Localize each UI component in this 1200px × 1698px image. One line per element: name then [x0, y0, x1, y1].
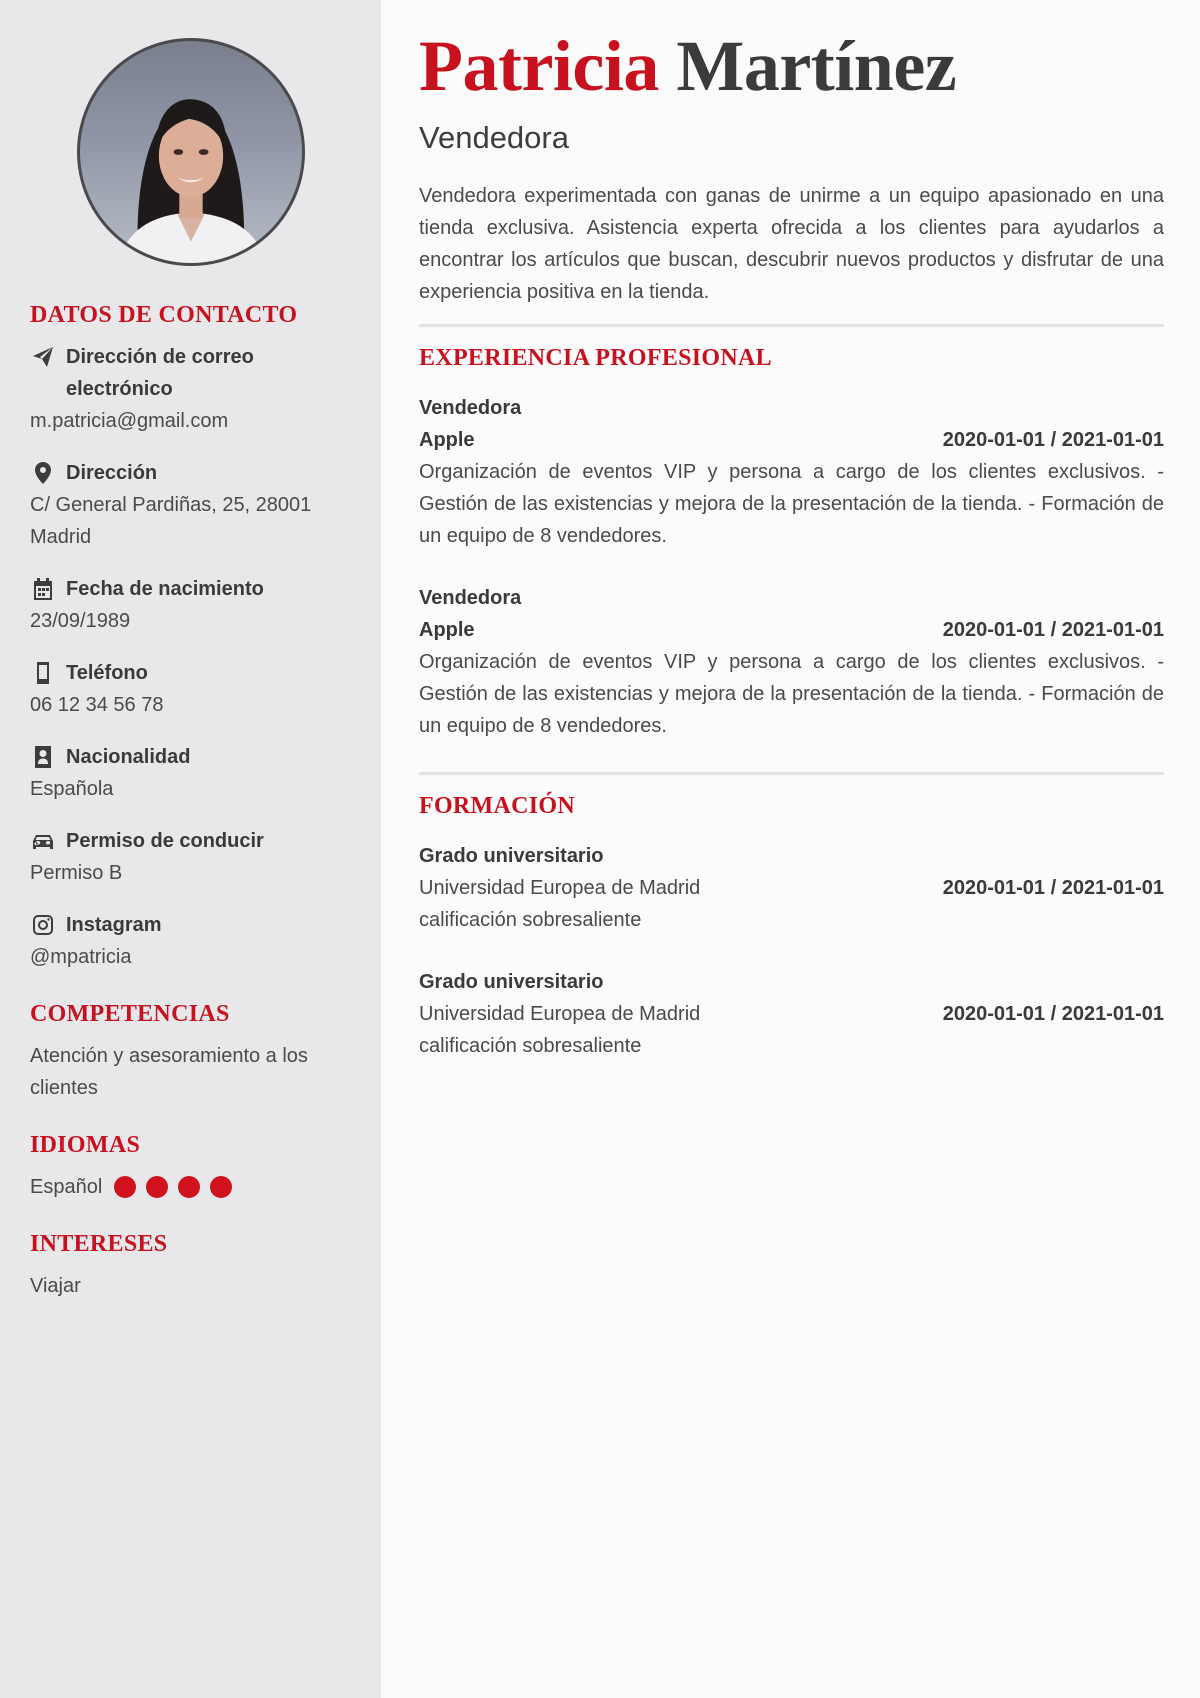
- contact-birthdate-label: Fecha de nacimiento: [66, 578, 264, 600]
- education-meta: [419, 998, 1164, 1030]
- education-dates: 2020-01-01 / 2021-01-01: [942, 877, 1164, 899]
- interests-heading: INTERESES: [30, 1231, 168, 1257]
- experience-dates: 2020-01-01 / 2021-01-01: [942, 619, 1164, 641]
- contact-instagram-label-row: [30, 909, 351, 941]
- experience-meta: [419, 424, 1164, 456]
- id-badge-icon: [30, 741, 56, 773]
- map-pin-icon: [30, 457, 56, 489]
- experience-meta: [419, 614, 1164, 646]
- languages-heading: IDIOMAS: [30, 1132, 141, 1158]
- contact-address-label-row: [30, 457, 351, 489]
- contact-heading: DATOS DE CONTACTO: [30, 302, 298, 328]
- contact-birthdate-value: 23/09/1989: [30, 610, 131, 632]
- contact-license: [30, 825, 351, 889]
- contact-nationality-value: Española: [30, 778, 114, 800]
- language-item: [30, 1171, 351, 1203]
- experience-title: Vendedora: [419, 397, 522, 419]
- level-dot: [210, 1176, 232, 1198]
- paper-plane-icon: [30, 341, 56, 373]
- education-note: calificación sobresaliente: [419, 1035, 642, 1057]
- experience-description: Organización de eventos VIP y persona a cargo de los clientes exclusivos. - Gestión de las existencias y mejora de la presentación de la tienda. - Formación de un equipo de 8 vendedores.: [419, 651, 1164, 737]
- education-title: Grado universitario: [419, 971, 604, 993]
- contact-phone: [30, 657, 351, 721]
- experience-description: Organización de eventos VIP y persona a cargo de los clientes exclusivos. - Gestión de las existencias y mejora de la presentación de la tienda. - Formación de un equipo de 8 vendedores.: [419, 461, 1164, 547]
- experience-entry: [419, 392, 1164, 552]
- level-dot: [146, 1176, 168, 1198]
- contact-nationality: [30, 741, 351, 805]
- contact-instagram: [30, 909, 351, 973]
- profile-photo: [77, 38, 305, 266]
- experience-company: Apple: [419, 619, 475, 641]
- contact-birthdate: [30, 573, 351, 637]
- contact-birthdate-label-row: [30, 573, 351, 605]
- contact-license-value: Permiso B: [30, 862, 123, 884]
- portrait-illustration: [80, 41, 302, 263]
- education-dates: 2020-01-01 / 2021-01-01: [942, 1003, 1164, 1025]
- contact-address-value: C/ General Pardiñas, 25, 28001 Madrid: [30, 494, 312, 548]
- education-institution: Universidad Europea de Madrid: [419, 1003, 701, 1025]
- contact-instagram-value: @mpatricia: [30, 946, 132, 968]
- contact-nationality-label-row: [30, 741, 351, 773]
- contact-license-label-row: [30, 825, 351, 857]
- contact-email-label: Dirección de correo electrónico: [66, 346, 254, 400]
- contact-address: [30, 457, 351, 553]
- skills-heading: COMPETENCIAS: [30, 1001, 230, 1027]
- calendar-icon: [30, 573, 56, 605]
- experience-dates: 2020-01-01 / 2021-01-01: [942, 429, 1164, 451]
- contact-address-label: Dirección: [66, 462, 158, 484]
- contact-phone-value: 06 12 34 56 78: [30, 694, 164, 716]
- contact-email-value: m.patricia@gmail.com: [30, 410, 229, 432]
- full-name: [419, 28, 1164, 104]
- level-dot: [114, 1176, 136, 1198]
- job-title: Vendedora: [419, 120, 569, 155]
- education-meta: [419, 872, 1164, 904]
- profile-summary: Vendedora experimentada con ganas de unirme a un equipo apasionado en una tienda exclusiva. Asistencia experta ofrecida a los clientes para ayudarlos a encontrar los artículos que buscan, descubrir nuevos productos y disfrutar de una experiencia positiva en la tienda.: [419, 185, 1164, 303]
- experience-company: Apple: [419, 429, 475, 451]
- contact-instagram-label: Instagram: [66, 914, 162, 936]
- contact-license-label: Permiso de conducir: [66, 830, 264, 852]
- car-icon: [30, 825, 56, 857]
- contact-nationality-label: Nacionalidad: [66, 746, 191, 768]
- contact-email-label-row: [30, 341, 351, 405]
- first-name: Patricia: [419, 26, 659, 106]
- instagram-icon: [30, 909, 56, 941]
- contact-email: [30, 341, 351, 437]
- education-note: calificación sobresaliente: [419, 909, 642, 931]
- experience-entry: [419, 582, 1164, 742]
- interest-item: Viajar: [30, 1275, 81, 1297]
- sidebar: [0, 0, 381, 1698]
- education-entry: [419, 966, 1164, 1062]
- education-heading: FORMACIÓN: [419, 793, 576, 819]
- contact-phone-label-row: [30, 657, 351, 689]
- last-name: Martínez: [676, 26, 957, 106]
- education-title: Grado universitario: [419, 845, 604, 867]
- phone-icon: [30, 657, 56, 689]
- language-level-dots: [114, 1176, 242, 1198]
- level-dot: [178, 1176, 200, 1198]
- education-institution: Universidad Europea de Madrid: [419, 877, 701, 899]
- main-content: [381, 0, 1200, 1698]
- contact-phone-label: Teléfono: [66, 662, 148, 684]
- section-divider: [419, 772, 1164, 775]
- skill-item: Atención y asesoramiento a los clientes: [30, 1045, 308, 1099]
- experience-heading: EXPERIENCIA PROFESIONAL: [419, 345, 772, 371]
- photo-wrap: [30, 38, 351, 266]
- section-divider: [419, 324, 1164, 327]
- language-name: Español: [30, 1176, 103, 1198]
- experience-title: Vendedora: [419, 587, 522, 609]
- education-entry: [419, 840, 1164, 936]
